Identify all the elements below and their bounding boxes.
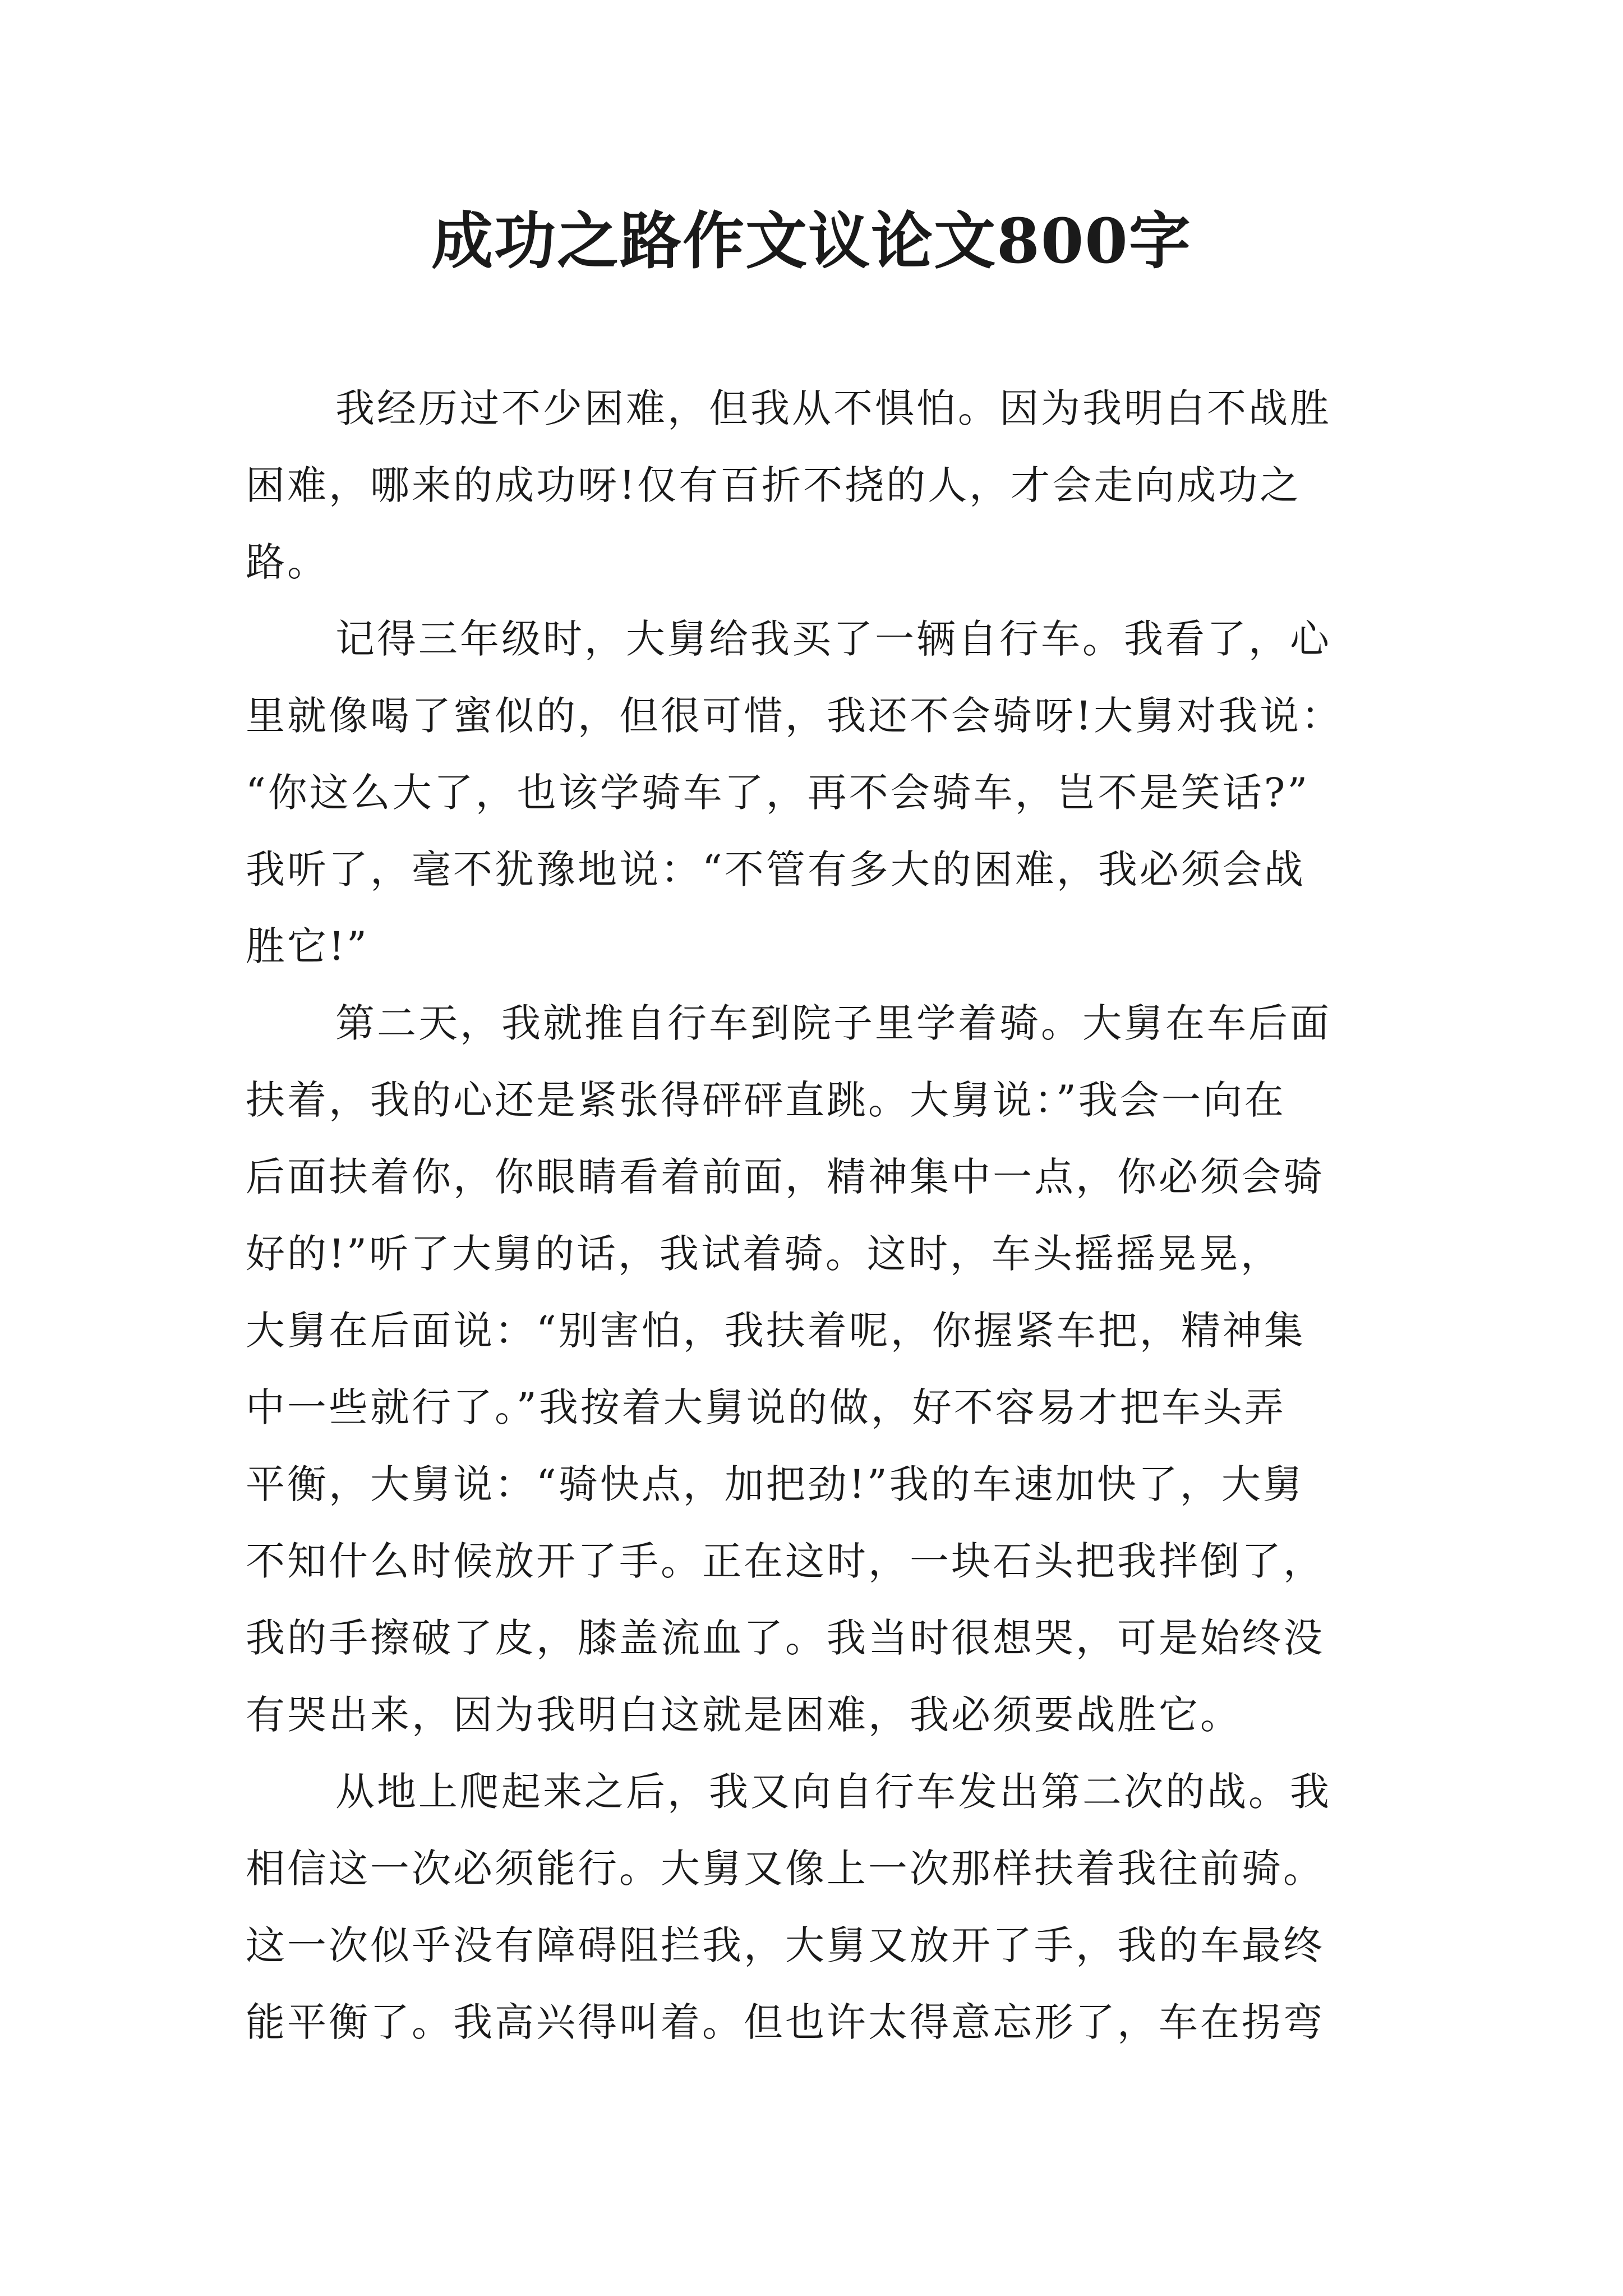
- paragraph-4-line-4: 能平衡了。我高兴得叫着。但也许太得意忘形了，车在拐弯: [246, 1999, 1325, 2045]
- document-body: [246, 370, 1378, 2061]
- paragraph-2-line-5: 胜它!”: [246, 923, 369, 969]
- paragraph-3-line-3: 后面扶着你，你眼睛看着前面，精神集中一点，你必须会骑: [246, 1154, 1325, 1200]
- paragraph-2-line-2: 里就像喝了蜜似的，但很可惜，我还不会骑呀!大舅对我说：: [246, 693, 1343, 739]
- paragraph-3-line-2: 扶着，我的心还是紧张得砰砰直跳。大舅说：”我会一向在: [246, 1077, 1286, 1123]
- paragraph-3-line-4: 好的!”听了大舅的话，我试着骑。这时，车头摇摇晃晃，: [246, 1231, 1282, 1277]
- paragraph-3-line-1: 第二天，我就推自行车到院子里学着骑。大舅在车后面: [335, 1000, 1331, 1046]
- paragraph-4-line-1: 从地上爬起来之后，我又向自行车发出第二次的战。我: [335, 1769, 1331, 1815]
- document-title: 成功之路作文议论文800字: [431, 205, 1192, 277]
- paragraph-3-line-8: 不知什么时候放开了手。正在这时，一块石头把我拌倒了，: [246, 1538, 1325, 1584]
- paragraph-4-line-2: 相信这一次必须能行。大舅又像上一次那样扶着我往前骑。: [246, 1846, 1325, 1892]
- paragraph-2-line-3: “你这么大了，也该学骑车了，再不会骑车，岂不是笑话?”: [246, 770, 1310, 816]
- paragraph-2-line-4: 我听了，毫不犹豫地说：“不管有多大的困难，我必须会战: [246, 846, 1306, 892]
- paragraph-3-line-10: 有哭出来，因为我明白这就是困难，我必须要战胜它。: [246, 1692, 1242, 1738]
- paragraph-4-line-3: 这一次似乎没有障碍阻拦我，大舅又放开了手，我的车最终: [246, 1922, 1325, 1968]
- paragraph-1-line-1: 我经历过不少困难，但我从不惧怕。因为我明白不战胜: [335, 385, 1331, 431]
- paragraph-3-line-9: 我的手擦破了皮，膝盖流血了。我当时很想哭，可是始终没: [246, 1615, 1325, 1661]
- paragraph-3-line-6: 中一些就行了。”我按着大舅说的做，好不容易才把车头弄: [246, 1384, 1286, 1430]
- paragraph-3-line-5: 大舅在后面说：“别害怕，我扶着呢，你握紧车把，精神集: [246, 1308, 1306, 1354]
- paragraph-2-line-1: 记得三年级时，大舅给我买了一辆自行车。我看了，心: [335, 616, 1331, 662]
- paragraph-1-line-3: 路。: [246, 539, 329, 585]
- paragraph-3-line-7: 平衡，大舅说：“骑快点，加把劲!”我的车速加快了，大舅: [246, 1461, 1304, 1507]
- paragraph-1-line-2: 困难，哪来的成功呀!仅有百折不挠的人，才会走向成功之: [246, 462, 1302, 508]
